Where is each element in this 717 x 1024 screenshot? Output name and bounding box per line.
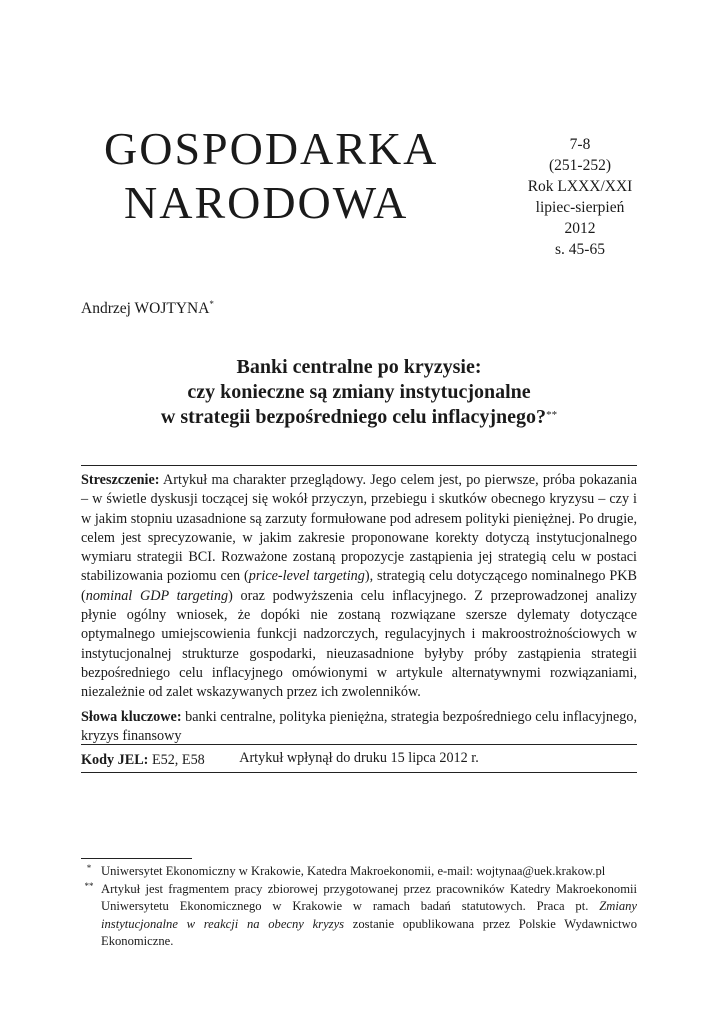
article-title-line2: czy konieczne są zmiany instytucjonalne [187, 381, 531, 403]
article-title-line3 [81, 405, 637, 430]
abstract-italic-1: price-level targeting [248, 568, 365, 585]
issue-year: 2012 [564, 220, 596, 237]
issue-year-volume: Rok LXXX/XXI [527, 178, 633, 195]
footnote-1 [81, 863, 637, 881]
keywords-label: Słowa kluczowe: [81, 708, 182, 725]
issue-info [510, 134, 650, 260]
footnote-2-text-1: Artykuł jest fragmentem pracy zbiorowej przygotowanej przez pracowników Katedry Makroekonomii Uniwersytetu Ekonomicznego w Krakowie w ramach badań statutowych. Praca pt. [101, 881, 637, 913]
abstract-paragraph [81, 471, 637, 703]
abstract-block [81, 471, 637, 770]
keywords-text: banki centralne, polityka pieniężna, strategia bezpośredniego celu inflacyjnego, kryzys finansowy [81, 708, 637, 744]
jel-text: E52, E58 [151, 752, 205, 769]
abstract-text-1: Artykuł ma charakter przeglądowy. Jego celem jest, po pierwsze, próba pokazania – w świetle dyskusji toczącej się wokół przyczyn, przebiegu i skutków obecnego kryzysu – czy i w jakim stopniu uzasadnione są zarzuty formułowane pod adresem polityki pieniężnej. Po drugie, celem jest sprecyzowanie, w jakim zakresie proponowane korekty dotyczą instytucjonalnego wymiaru strategii BCI. Rozważone zostaną propozycje zastąpienia jej strategią celu w postaci stabilizowania poziomu cen ( [81, 472, 638, 585]
author-footnote-mark: * [209, 299, 214, 309]
footnote-2-text-2: zostanie opublikowana przez Polskie Wydawnictwo Ekonomiczne. [101, 916, 637, 948]
author-line [81, 300, 214, 318]
footnote-1-mark: * [86, 863, 92, 873]
received-bottom-rule [81, 772, 637, 773]
article-title-line3-text: w strategii bezpośredniego celu inflacyjnego? [160, 406, 547, 428]
journal-title-line2: NARODOWA [124, 177, 409, 228]
issue-consecutive: (251-252) [549, 157, 611, 174]
article-title-line1: Banki centralne po kryzysie: [236, 356, 482, 378]
article-title [81, 355, 637, 430]
footnote-2-mark: ** [84, 880, 94, 891]
article-footnote-mark: ** [546, 409, 558, 421]
issue-pages: s. 45-65 [555, 241, 605, 258]
received-top-rule [81, 744, 637, 745]
footnotes [81, 863, 637, 951]
abstract-text-2: ), strategią celu dotyczącego nominalnego PKB ( [81, 568, 637, 604]
footnote-rule [81, 858, 192, 859]
footnote-2-italic: Zmiany instytucjonalne w reakcji na obecny kryzys [101, 899, 637, 931]
footnote-1-text: Uniwersytet Ekonomiczny w Krakowie, Katedra Makroekonomii, e-mail: wojtynaa@uek.krakow.pl [101, 864, 606, 878]
received-date: Artykuł wpłynął do druku 15 lipca 2012 r. [239, 750, 479, 766]
journal-title [104, 122, 474, 230]
journal-title-line1: GOSPODARKA [104, 123, 439, 174]
author-name: Andrzej WOJTYNA [81, 300, 210, 317]
abstract-top-rule [81, 465, 637, 466]
abstract-italic-2: nominal GDP targeting [85, 587, 229, 604]
issue-number: 7-8 [569, 136, 591, 153]
keywords-paragraph [81, 708, 637, 747]
footnote-2 [81, 881, 637, 951]
jel-label: Kody JEL: [81, 752, 149, 769]
abstract-text-3: ) oraz podwyższenia celu inflacyjnego. Z przeprowadzonej analizy płynie ogólny wniosek, że dopóki nie zostaną rozwiązane szersze dylematy dotyczące optymalnego umiejscowienia funkcji nadzorczych, regulacyjnych i makroostrożnościowych w instytucjonalnej strukturze gospodarki, nieuzasadnione byłyby próby zastąpienia strategii bezpośredniego celu inflacyjnego omówionymi w artykule alternatywnymi rozwiązaniami, niezależnie od zalet wskazywanych przez ich zwolenników. [81, 587, 637, 701]
abstract-label: Streszczenie: [81, 472, 160, 488]
issue-months: lipiec-sierpień [535, 199, 625, 216]
